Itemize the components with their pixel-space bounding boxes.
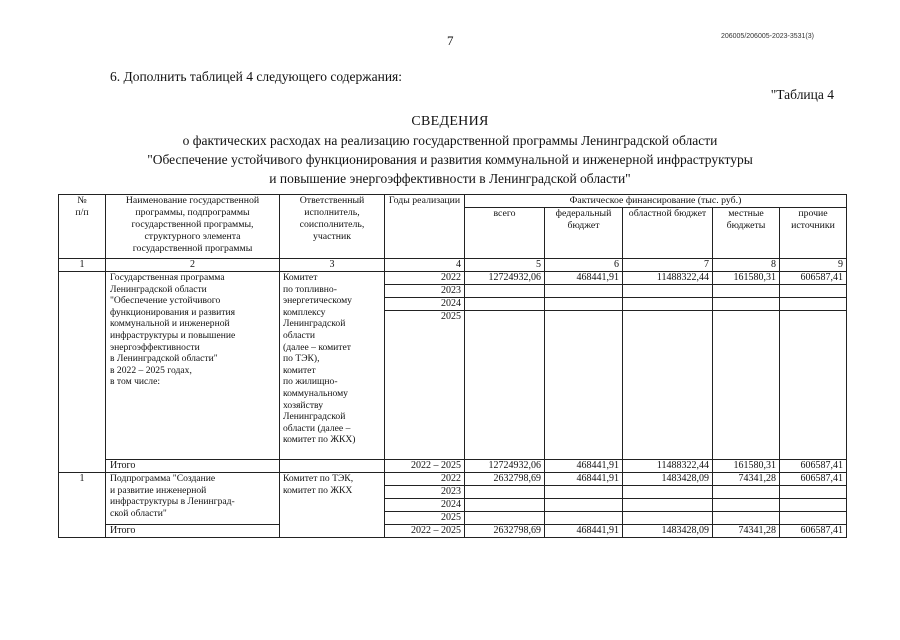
header-federal: федеральный бюджет [545, 208, 623, 259]
col-number: 6 [545, 259, 623, 272]
total-cell: 2632798,69 [465, 473, 545, 486]
program-responsible: Комитет по топливно- энергетическому комплексу Ленинградской области (далее – комитет по ТЭК), комитет по жилищно- коммунальному хозяйству Ленинградской области (далее – комитет по ЖКХ) [280, 272, 385, 460]
header-financing: Фактическое финансирование (тыс. руб.) [465, 195, 847, 208]
regional-cell [623, 486, 713, 499]
program-num [59, 272, 106, 473]
header-total: всего [465, 208, 545, 259]
year-cell: 2023 [385, 285, 465, 298]
total-row-resp [280, 460, 385, 473]
regional-cell [623, 298, 713, 311]
header-regional: областной бюджет [623, 208, 713, 259]
subprogram-name: Подпрограмма "Создание и развитие инженерной инфраструктуры в Ленинград- ской области" [106, 473, 280, 525]
other-cell [780, 499, 847, 512]
local-cell [713, 311, 780, 460]
col-number: 1 [59, 259, 106, 272]
local-cell: 74341,28 [713, 473, 780, 486]
local-cell: 161580,31 [713, 272, 780, 285]
heading-line-1: о фактических расходах на реализацию государственной программы Ленинградской области [182, 133, 718, 148]
header-num: № п/п [59, 195, 106, 259]
year-cell: 2025 [385, 512, 465, 525]
year-cell: 2025 [385, 311, 465, 460]
header-local: местные бюджеты [713, 208, 780, 259]
header-other: прочие источники [780, 208, 847, 259]
table-heading [0, 112, 900, 188]
federal-cell [545, 499, 623, 512]
local-cell: 74341,28 [713, 525, 780, 538]
total-cell [465, 298, 545, 311]
header-resp: Ответственный исполнитель, соисполнитель, участник [280, 195, 385, 259]
col-number: 7 [623, 259, 713, 272]
other-cell [780, 311, 847, 460]
total-cell [465, 311, 545, 460]
col-number: 4 [385, 259, 465, 272]
local-cell [713, 499, 780, 512]
total-row-label: Итого [106, 460, 280, 473]
federal-cell: 468441,91 [545, 473, 623, 486]
subprogram-num: 1 [59, 473, 106, 538]
heading-line-2: "Обеспечение устойчивого функционирования и развития коммунальной и инженерной инфраструктуры [147, 152, 753, 167]
local-cell: 161580,31 [713, 460, 780, 473]
heading-title: СВЕДЕНИЯ [411, 114, 489, 129]
local-cell [713, 512, 780, 525]
total-cell [465, 486, 545, 499]
year-cell: 2022 [385, 272, 465, 285]
other-cell [780, 298, 847, 311]
year-cell: 2022 [385, 473, 465, 486]
regional-cell: 11488322,44 [623, 272, 713, 285]
regional-cell [623, 311, 713, 460]
col-number: 9 [780, 259, 847, 272]
page-number: 7 [447, 33, 454, 48]
federal-cell: 468441,91 [545, 460, 623, 473]
federal-cell [545, 298, 623, 311]
other-cell [780, 486, 847, 499]
local-cell [713, 486, 780, 499]
year-cell: 2022 – 2025 [385, 460, 465, 473]
federal-cell: 468441,91 [545, 272, 623, 285]
other-cell: 606587,41 [780, 473, 847, 486]
total-cell: 2632798,69 [465, 525, 545, 538]
header-years: Годы реализации [385, 195, 465, 259]
intro-text: 6. Дополнить таблицей 4 следующего содержания: [110, 69, 403, 84]
local-cell [713, 298, 780, 311]
other-cell: 606587,41 [780, 460, 847, 473]
other-cell [780, 285, 847, 298]
expenses-table [58, 194, 847, 538]
federal-cell: 468441,91 [545, 525, 623, 538]
total-cell [465, 512, 545, 525]
table-label: "Таблица 4 [770, 87, 834, 102]
other-cell: 606587,41 [780, 272, 847, 285]
col-number: 5 [465, 259, 545, 272]
federal-cell [545, 285, 623, 298]
federal-cell [545, 311, 623, 460]
federal-cell [545, 512, 623, 525]
total-cell [465, 285, 545, 298]
year-cell: 2024 [385, 298, 465, 311]
total-cell: 12724932,06 [465, 460, 545, 473]
federal-cell [545, 486, 623, 499]
regional-cell [623, 285, 713, 298]
local-cell [713, 285, 780, 298]
heading-line-3: и повышение энергоэффективности в Ленинградской области" [269, 171, 631, 186]
document-number: 206005/206005-2023-3531(3) [720, 33, 814, 40]
col-number: 8 [713, 259, 780, 272]
total-cell: 12724932,06 [465, 272, 545, 285]
regional-cell: 1483428,09 [623, 473, 713, 486]
regional-cell [623, 499, 713, 512]
total-row-label: Итого [106, 525, 280, 538]
other-cell: 606587,41 [780, 525, 847, 538]
total-cell [465, 499, 545, 512]
regional-cell: 11488322,44 [623, 460, 713, 473]
year-cell: 2024 [385, 499, 465, 512]
year-cell: 2023 [385, 486, 465, 499]
year-cell: 2022 – 2025 [385, 525, 465, 538]
header-name: Наименование государственной программы, подпрограммы государственной программы, структурного элемента государственной программы [106, 195, 280, 259]
col-number: 3 [280, 259, 385, 272]
col-number: 2 [106, 259, 280, 272]
regional-cell: 1483428,09 [623, 525, 713, 538]
program-name: Государственная программа Ленинградской области "Обеспечение устойчивого функционирования и развития коммунальной и инженерной инфраструктуры и повышение энергоэффективности в Ленинградской области" в 2022 – 2025 годах, в том числе: [106, 272, 280, 460]
regional-cell [623, 512, 713, 525]
other-cell [780, 512, 847, 525]
subprogram-responsible: Комитет по ТЭК, комитет по ЖКХ [280, 473, 385, 538]
